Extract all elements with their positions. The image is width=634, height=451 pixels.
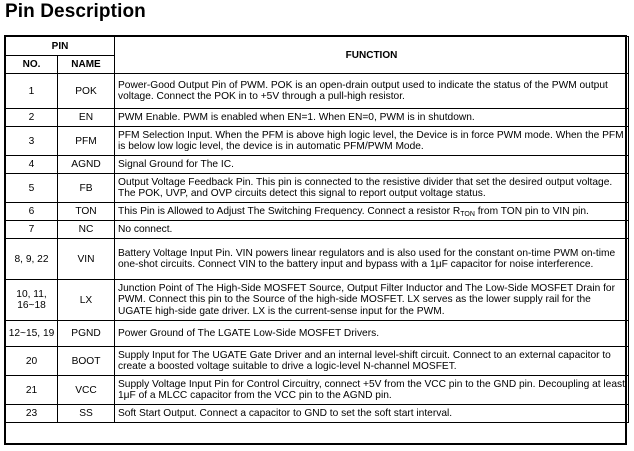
pin-function: Power-Good Output Pin of PWM. POK is an open-drain output used to indicate the status of the PWM output voltage. Connect the POK in to +5V through a pull-high resistor.	[115, 74, 629, 109]
pin-number: 3	[6, 127, 58, 156]
table-row	[6, 376, 629, 405]
pin-number: 12~15, 19	[6, 321, 58, 347]
pin-number: 2	[6, 109, 58, 127]
pin-name: PFM	[58, 127, 115, 156]
table-row	[6, 203, 629, 221]
pin-name: BOOT	[58, 347, 115, 376]
pin-number: 10, 11, 16~18	[6, 280, 58, 321]
table-row	[6, 221, 629, 239]
function-header: FUNCTION	[115, 37, 629, 74]
pin-name: PGND	[58, 321, 115, 347]
pin-number: 23	[6, 405, 58, 423]
pin-number: 1	[6, 74, 58, 109]
pin-description-table	[5, 36, 629, 423]
table-row	[6, 74, 629, 109]
pin-number: 20	[6, 347, 58, 376]
pin-name: AGND	[58, 156, 115, 174]
pin-function: Signal Ground for The IC.	[115, 156, 629, 174]
pin-name: TON	[58, 203, 115, 221]
page-title: Pin Description	[5, 1, 146, 22]
pin-function: Supply Input for The UGATE Gate Driver and an internal level-shift circuit. Connect to an external capacitor to create a boosted voltage suitable to drive a logic-level N-channel MOSFET.	[115, 347, 629, 376]
pin-function: Soft Start Output. Connect a capacitor to GND to set the soft start interval.	[115, 405, 629, 423]
pin-function	[115, 203, 629, 221]
pin-function: Battery Voltage Input Pin. VIN powers linear regulators and is also used for the constant on-time PWM on-time one-shot circuits. Connect VIN to the battery input and bypass with a 1μF capacitor for noise interference.	[115, 239, 629, 280]
pin-number: 8, 9, 22	[6, 239, 58, 280]
function-text: from TON pin to VIN pin.	[474, 205, 589, 217]
pin-name: FB	[58, 174, 115, 203]
pin-header: PIN	[6, 37, 115, 56]
pin-name: NC	[58, 221, 115, 239]
pin-function: Output Voltage Feedback Pin. This pin is connected to the resistive divider that set the desired output voltage. The POK, UVP, and OVP circuits detect this signal to report output voltage status.	[115, 174, 629, 203]
pin-function: Supply Voltage Input Pin for Control Circuitry, connect +5V from the VCC pin to the GND pin. Decoupling at least 1μF of a MLCC capacitor from the VCC pin to the AGND pin.	[115, 376, 629, 405]
pin-name: VIN	[58, 239, 115, 280]
pin-number: 7	[6, 221, 58, 239]
table-row	[6, 156, 629, 174]
name-header: NAME	[58, 56, 115, 74]
table-row	[6, 109, 629, 127]
pin-number: 5	[6, 174, 58, 203]
pin-function: Power Ground of The LGATE Low-Side MOSFET Drivers.	[115, 321, 629, 347]
no-header: NO.	[6, 56, 58, 74]
table-row	[6, 174, 629, 203]
table-row	[6, 347, 629, 376]
table-row	[6, 321, 629, 347]
pin-name: SS	[58, 405, 115, 423]
pin-function: PWM Enable. PWM is enabled when EN=1. When EN=0, PWM is in shutdown.	[115, 109, 629, 127]
pin-function: Junction Point of The High-Side MOSFET Source, Output Filter Inductor and The Low-Side MOSFET Drain for PWM. Connect this pin to the Source of the high-side MOSFET. LX serves as the lower supply rail for the UGATE high-side gate driver. LX is the current-sense input for the PWM.	[115, 280, 629, 321]
pin-number: 6	[6, 203, 58, 221]
pin-name: LX	[58, 280, 115, 321]
function-text: This Pin is Allowed to Adjust The Switching Frequency. Connect a resistor R	[118, 205, 461, 217]
pin-function: PFM Selection Input. When the PFM is above high logic level, the Device is in force PWM mode. When the PFM is below low logic level, the device is in automatic PFM/PWM Mode.	[115, 127, 629, 156]
pin-name: EN	[58, 109, 115, 127]
pin-name: POK	[58, 74, 115, 109]
pin-name: VCC	[58, 376, 115, 405]
pin-number: 4	[6, 156, 58, 174]
table-row	[6, 127, 629, 156]
table-row	[6, 280, 629, 321]
pin-number: 21	[6, 376, 58, 405]
table-row	[6, 239, 629, 280]
function-subscript: TON	[460, 210, 475, 218]
table-row	[6, 405, 629, 423]
pin-function: No connect.	[115, 221, 629, 239]
